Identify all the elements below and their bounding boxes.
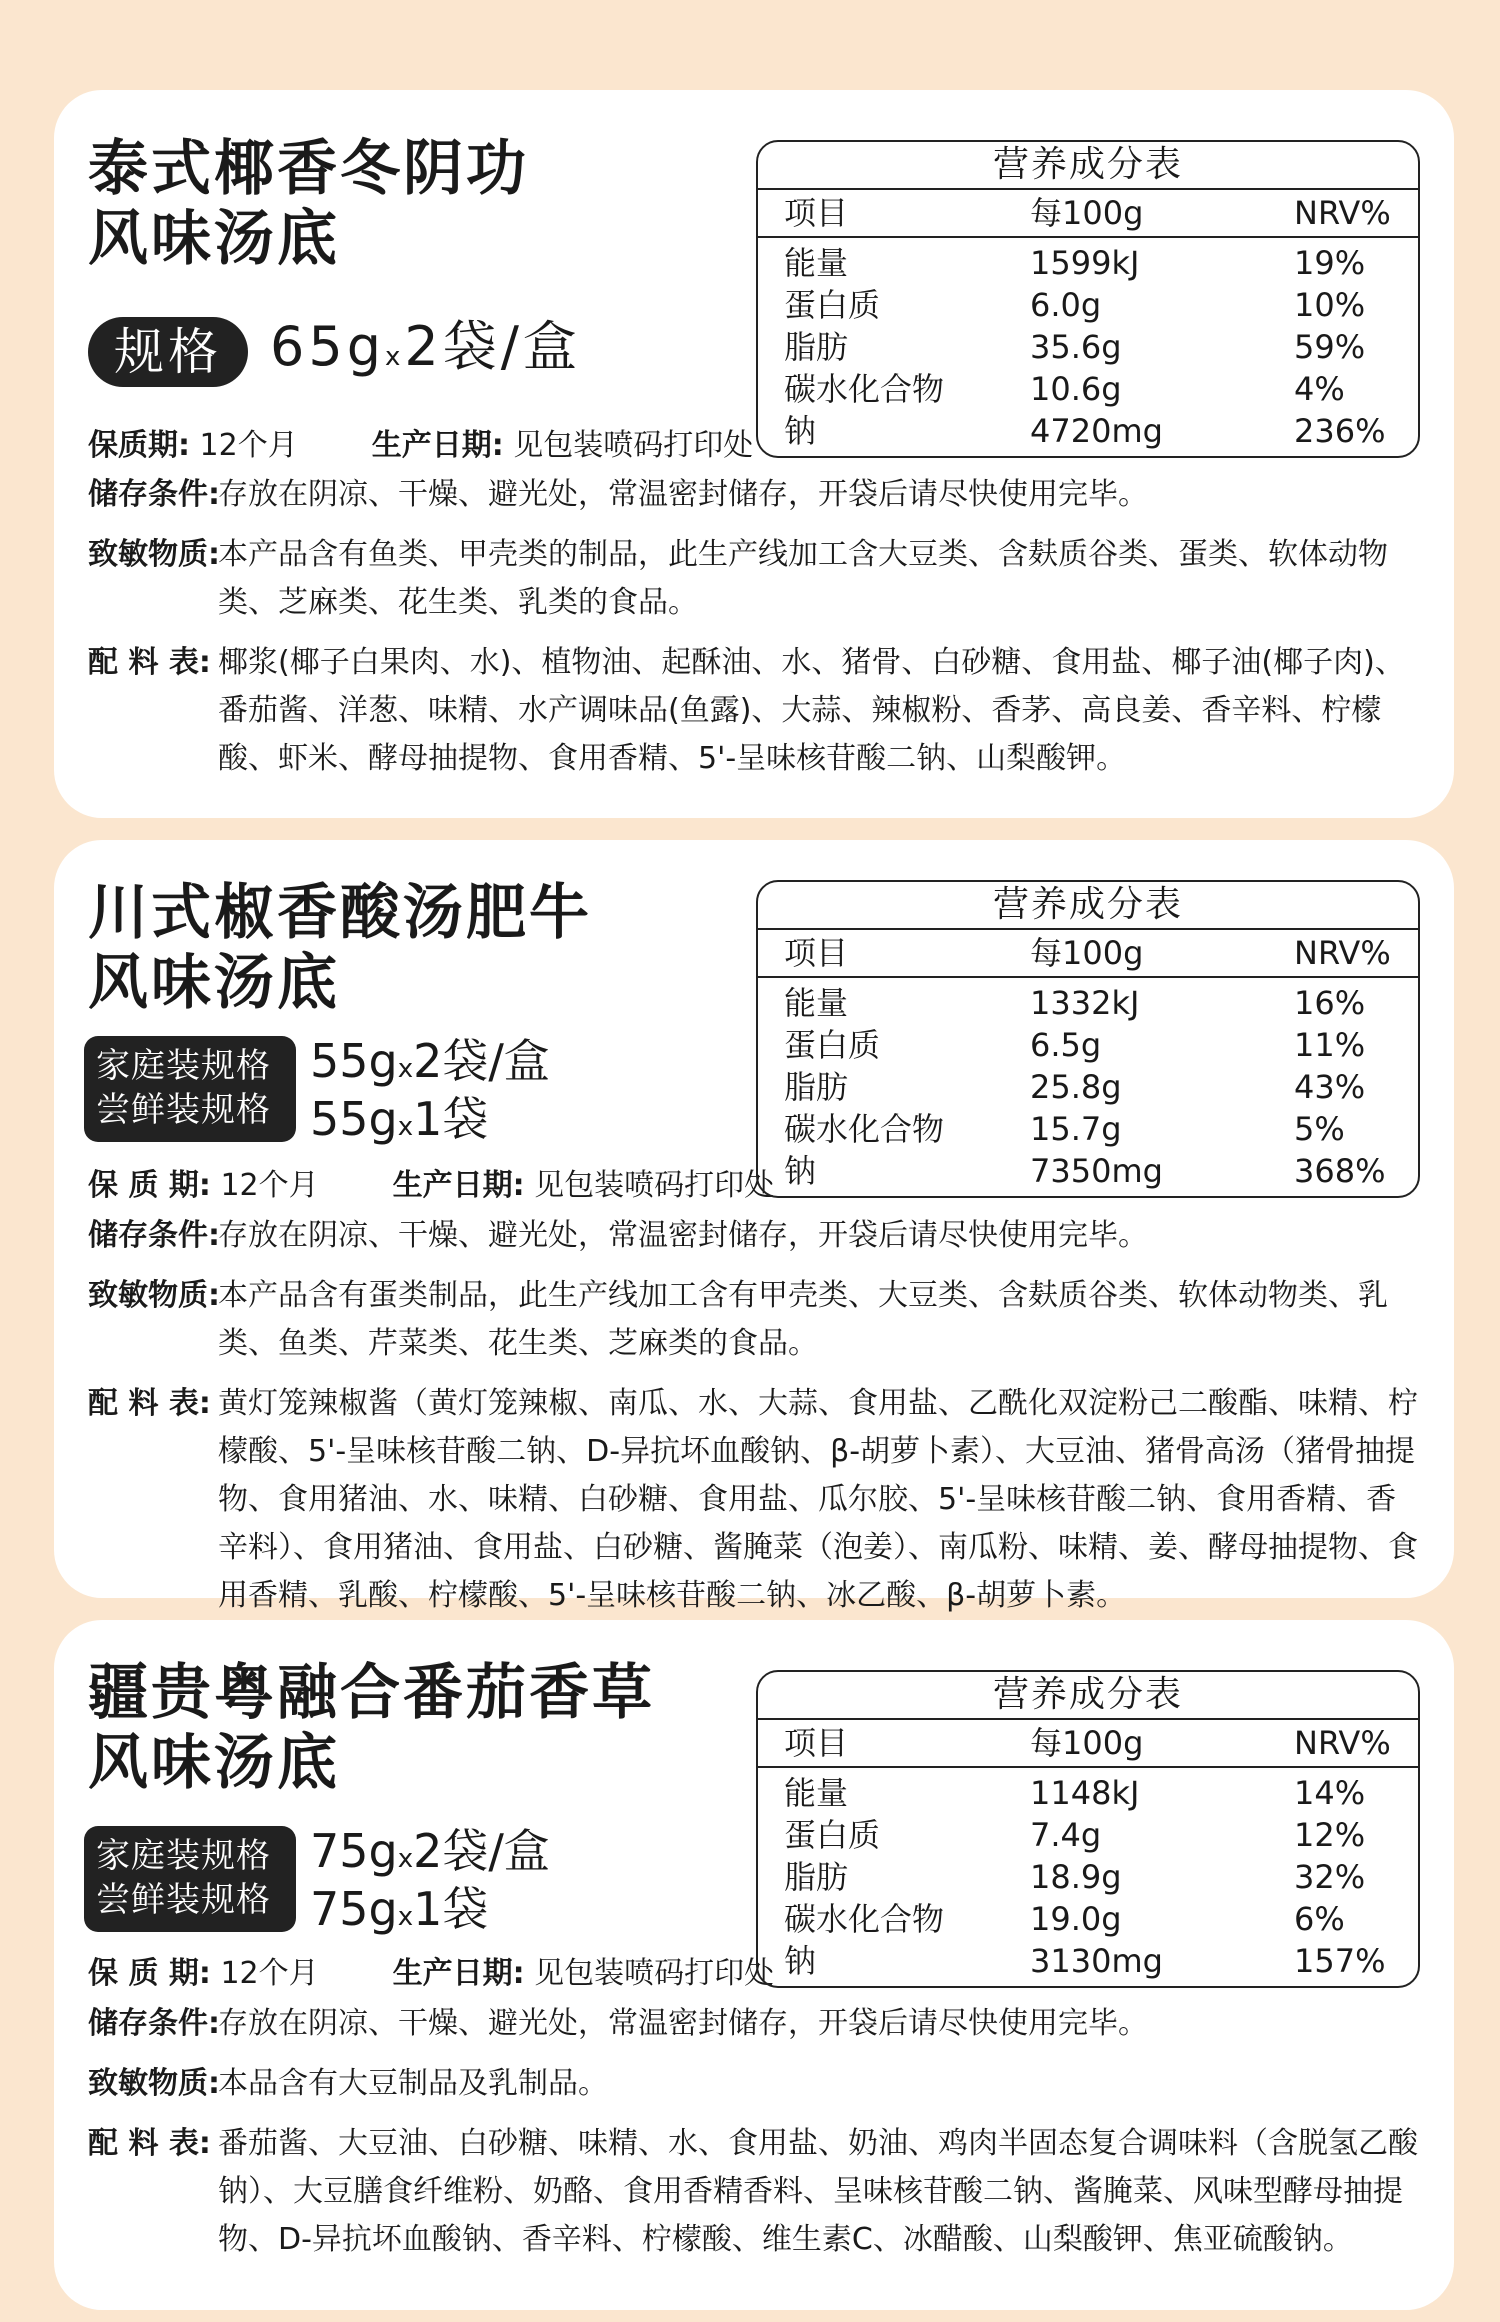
production-date-value: 见包装喷码打印处 [534, 1956, 775, 1991]
allergen-label: 致敏物质: [88, 1278, 220, 1313]
product-card-tomato-herb [54, 1620, 1454, 2310]
nutrient-amount: 25.8g [1030, 1068, 1122, 1106]
spec-count: 2袋/盒 [404, 315, 581, 378]
nutrition-header-per100g: 每100g [1030, 1724, 1144, 1762]
storage-text: 存放在阴凉、干燥、避光处，常温密封储存，开袋后请尽快使用完毕。 [218, 477, 1148, 512]
allergen-row [88, 531, 1424, 627]
nutrition-header-nrv: NRV% [1294, 1724, 1391, 1762]
nutrient-amount: 10.6g [1030, 370, 1122, 408]
nutrient-name: 钠 [784, 412, 817, 450]
spec-value-part: 75g [310, 1882, 398, 1936]
shelf-life-row [88, 1160, 774, 1204]
nutrient-nrv: 6% [1294, 1900, 1345, 1938]
nutrition-header-row [758, 190, 1418, 238]
spec-values [310, 1826, 610, 1942]
product-title [88, 1658, 655, 1798]
nutrition-header-item: 项目 [784, 934, 849, 972]
product-title-line-1: 泰式椰香冬阴功 [88, 134, 529, 204]
nutrient-amount: 4720mg [1030, 412, 1163, 450]
product-title-line-2: 风味汤底 [88, 1728, 340, 1798]
storage-label: 储存条件: [88, 2006, 220, 2041]
nutrition-header-row [758, 930, 1418, 978]
nutrient-name: 碳水化合物 [784, 370, 945, 408]
spec-value-part: x [397, 1902, 414, 1932]
nutrition-row-protein [758, 284, 1418, 326]
spec-value-part: 2袋/盒 [413, 1034, 550, 1088]
nutrition-row-energy [758, 242, 1418, 284]
storage-label: 储存条件: [88, 477, 220, 512]
spec-value-part: x [397, 1844, 414, 1874]
storage-row [88, 2000, 1424, 2048]
nutrition-header-row [758, 1720, 1418, 1768]
product-card-tomyum [54, 90, 1454, 818]
ingredient-label: 配 料 表: [88, 1386, 211, 1421]
spec-value-trial [310, 1884, 610, 1942]
storage-text: 存放在阴凉、干燥、避光处，常温密封储存，开袋后请尽快使用完毕。 [218, 2006, 1148, 2041]
nutrient-name: 蛋白质 [784, 1026, 881, 1064]
nutrient-nrv: 43% [1294, 1068, 1366, 1106]
nutrient-amount: 3130mg [1030, 1942, 1163, 1980]
nutrient-amount: 35.6g [1030, 328, 1122, 366]
nutrition-row-energy [758, 1772, 1418, 1814]
spec-value-family [310, 1036, 610, 1094]
nutrient-amount: 1148kJ [1030, 1774, 1140, 1812]
product-title-line-2: 风味汤底 [88, 948, 340, 1018]
spec-row [88, 312, 581, 384]
ingredient-row [88, 639, 1424, 783]
nutrition-row-protein [758, 1024, 1418, 1066]
nutrient-amount: 1599kJ [1030, 244, 1140, 282]
nutrition-table-title: 营养成分表 [757, 1672, 1419, 1720]
allergen-text: 本产品含有鱼类、甲壳类的制品，此生产线加工含大豆类、含麸质谷类、蛋类、软体动物类、芝麻类、花生类、乳类的食品。 [218, 537, 1388, 620]
spec-value-part: x [397, 1054, 414, 1084]
nutrition-row-carbohydrate [758, 368, 1418, 410]
nutrient-amount: 6.0g [1030, 286, 1102, 324]
product-title-line-1: 疆贵粤融合番茄香草 [88, 1658, 655, 1728]
production-date-label: 生产日期: [371, 428, 504, 463]
nutrition-row-energy [758, 982, 1418, 1024]
nutrient-amount: 15.7g [1030, 1110, 1122, 1148]
nutrition-table [756, 1670, 1420, 1988]
nutrition-row-fat [758, 1856, 1418, 1898]
storage-row [88, 1212, 1424, 1260]
spec-labels [84, 1826, 296, 1932]
shelf-life-label: 保质期: [88, 428, 190, 463]
allergen-text: 本产品含有蛋类制品，此生产线加工含有甲壳类、大豆类、含麸质谷类、软体动物类、乳类、鱼类、芹菜类、花生类、芝麻类的食品。 [218, 1278, 1388, 1361]
nutrient-amount: 7350mg [1030, 1152, 1163, 1190]
nutrient-name: 脂肪 [784, 1858, 849, 1896]
nutrition-table-title: 营养成分表 [757, 882, 1419, 930]
nutrient-nrv: 4% [1294, 370, 1345, 408]
spec-times: x [385, 342, 405, 372]
nutrient-nrv: 12% [1294, 1816, 1366, 1854]
nutrient-amount: 1332kJ [1030, 984, 1140, 1022]
nutrition-header-per100g: 每100g [1030, 934, 1144, 972]
allergen-row [88, 1272, 1424, 1368]
allergen-label: 致敏物质: [88, 2066, 220, 2101]
production-date-value: 见包装喷码打印处 [513, 428, 754, 463]
spec-value-part: 1袋 [413, 1882, 489, 1936]
ingredient-label: 配 料 表: [88, 2126, 211, 2161]
nutrition-header-nrv: NRV% [1294, 934, 1391, 972]
spec-value-family [310, 1826, 610, 1884]
spec-label-family: 家庭装规格 [96, 1046, 271, 1086]
nutrient-name: 能量 [784, 984, 849, 1022]
nutrient-name: 钠 [784, 1942, 817, 1980]
product-title-line-1: 川式椒香酸汤肥牛 [88, 878, 592, 948]
spec-value-part: 2袋/盒 [413, 1824, 550, 1878]
shelf-life-value: 12个月 [199, 428, 298, 463]
allergen-row [88, 2060, 1424, 2108]
nutrient-nrv: 368% [1294, 1152, 1386, 1190]
nutrient-name: 蛋白质 [784, 1816, 881, 1854]
ingredient-text: 番茄酱、大豆油、白砂糖、味精、水、食用盐、奶油、鸡肉半固态复合调味料（含脱氢乙酸钠）、大豆膳食纤维粉、奶酪、食用香精香料、呈味核苷酸二钠、酱腌菜、风味型酵母抽提物、D-异抗坏血酸钠、香辛料、柠檬酸、维生素C、冰醋酸、山梨酸钾、焦亚硫酸钠。 [218, 2126, 1418, 2257]
spec-badge: 规格 [88, 317, 248, 387]
nutrient-nrv: 14% [1294, 1774, 1366, 1812]
nutrient-name: 脂肪 [784, 1068, 849, 1106]
nutrient-nrv: 11% [1294, 1026, 1366, 1064]
nutrition-row-sodium [758, 410, 1418, 452]
nutrition-row-fat [758, 1066, 1418, 1108]
spec-value-part: x [397, 1112, 414, 1142]
nutrient-nrv: 16% [1294, 984, 1366, 1022]
spec-value-trial [310, 1094, 610, 1152]
nutrient-amount: 7.4g [1030, 1816, 1102, 1854]
nutrition-table-title: 营养成分表 [757, 142, 1419, 190]
spec-value [270, 312, 581, 392]
nutrition-row-carbohydrate [758, 1108, 1418, 1150]
shelf-life-value: 12个月 [220, 1168, 319, 1203]
nutrient-nrv: 10% [1294, 286, 1366, 324]
production-date-value: 见包装喷码打印处 [534, 1168, 775, 1203]
nutrition-row-carbohydrate [758, 1898, 1418, 1940]
nutrient-name: 脂肪 [784, 328, 849, 366]
spec-value-part: 55g [310, 1034, 398, 1088]
storage-text: 存放在阴凉、干燥、避光处，常温密封储存，开袋后请尽快使用完毕。 [218, 1218, 1148, 1253]
nutrition-row-fat [758, 326, 1418, 368]
nutrition-table [756, 880, 1420, 1198]
product-title [88, 878, 592, 1018]
spec-label-family: 家庭装规格 [96, 1836, 271, 1876]
nutrient-nrv: 59% [1294, 328, 1366, 366]
spec-label-trial: 尝鲜装规格 [96, 1090, 271, 1130]
shelf-life-label: 保 质 期: [88, 1956, 211, 1991]
ingredient-label: 配 料 表: [88, 645, 211, 680]
nutrient-name: 能量 [784, 244, 849, 282]
nutrient-name: 能量 [784, 1774, 849, 1812]
ingredient-row [88, 1380, 1424, 1620]
ingredient-text: 椰浆(椰子白果肉、水)、植物油、起酥油、水、猪骨、白砂糖、食用盐、椰子油(椰子肉)、番茄酱、洋葱、味精、水产调味品(鱼露)、大蒜、辣椒粉、香茅、高良姜、香辛料、柠檬酸、虾米、酵母抽提物、食用香精、5'-呈味核苷酸二钠、山梨酸钾。 [218, 645, 1405, 776]
nutrient-name: 钠 [784, 1152, 817, 1190]
nutrient-name: 蛋白质 [784, 286, 881, 324]
shelf-life-row [88, 420, 753, 464]
nutrient-nrv: 236% [1294, 412, 1386, 450]
nutrition-header-item: 项目 [784, 194, 849, 232]
spec-value-part: 55g [310, 1092, 398, 1146]
nutrient-nrv: 19% [1294, 244, 1366, 282]
nutrient-amount: 6.5g [1030, 1026, 1102, 1064]
nutrition-header-item: 项目 [784, 1724, 849, 1762]
nutrient-nrv: 157% [1294, 1942, 1386, 1980]
product-title-line-2: 风味汤底 [88, 204, 340, 274]
nutrition-header-per100g: 每100g [1030, 194, 1144, 232]
spec-weight: 65g [270, 315, 385, 378]
spec-values [310, 1036, 610, 1152]
allergen-text: 本品含有大豆制品及乳制品。 [218, 2066, 608, 2101]
spec-value-part: 1袋 [413, 1092, 489, 1146]
shelf-life-row [88, 1948, 774, 1992]
spec-labels [84, 1036, 296, 1142]
storage-label: 储存条件: [88, 1218, 220, 1253]
product-card-sour-beef [54, 840, 1454, 1613]
shelf-life-label: 保 质 期: [88, 1168, 211, 1203]
nutrition-table [756, 140, 1420, 458]
spec-value-part: 75g [310, 1824, 398, 1878]
ingredient-text: 黄灯笼辣椒酱（黄灯笼辣椒、南瓜、水、大蒜、食用盐、乙酰化双淀粉己二酸酯、味精、柠檬酸、5'-呈味核苷酸二钠、D-异抗坏血酸钠、β-胡萝卜素）、大豆油、猪骨高汤（猪骨抽提物、食用猪油、水、味精、白砂糖、食用盐、瓜尔胶、5'-呈味核苷酸二钠、食用香精、香辛料）、食用猪油、食用盐、白砂糖、酱腌菜（泡姜）、南瓜粉、味精、姜、酵母抽提物、食用香精、乳酸、柠檬酸、5'-呈味核苷酸二钠、冰乙酸、β-胡萝卜素。 [218, 1386, 1418, 1613]
nutrition-row-protein [758, 1814, 1418, 1856]
allergen-label: 致敏物质: [88, 537, 220, 572]
nutrient-name: 碳水化合物 [784, 1900, 945, 1938]
nutrient-name: 碳水化合物 [784, 1110, 945, 1148]
storage-row [88, 471, 1424, 519]
nutrition-row-sodium [758, 1150, 1418, 1192]
nutrient-amount: 19.0g [1030, 1900, 1122, 1938]
nutrition-row-sodium [758, 1940, 1418, 1982]
nutrient-nrv: 32% [1294, 1858, 1366, 1896]
production-date-label: 生产日期: [392, 1168, 525, 1203]
production-date-label: 生产日期: [392, 1956, 525, 1991]
ingredient-row [88, 2120, 1424, 2264]
product-title [88, 134, 529, 274]
nutrient-nrv: 5% [1294, 1110, 1345, 1148]
shelf-life-value: 12个月 [220, 1956, 319, 1991]
nutrient-amount: 18.9g [1030, 1858, 1122, 1896]
spec-label-trial: 尝鲜装规格 [96, 1880, 271, 1920]
nutrition-header-nrv: NRV% [1294, 194, 1391, 232]
